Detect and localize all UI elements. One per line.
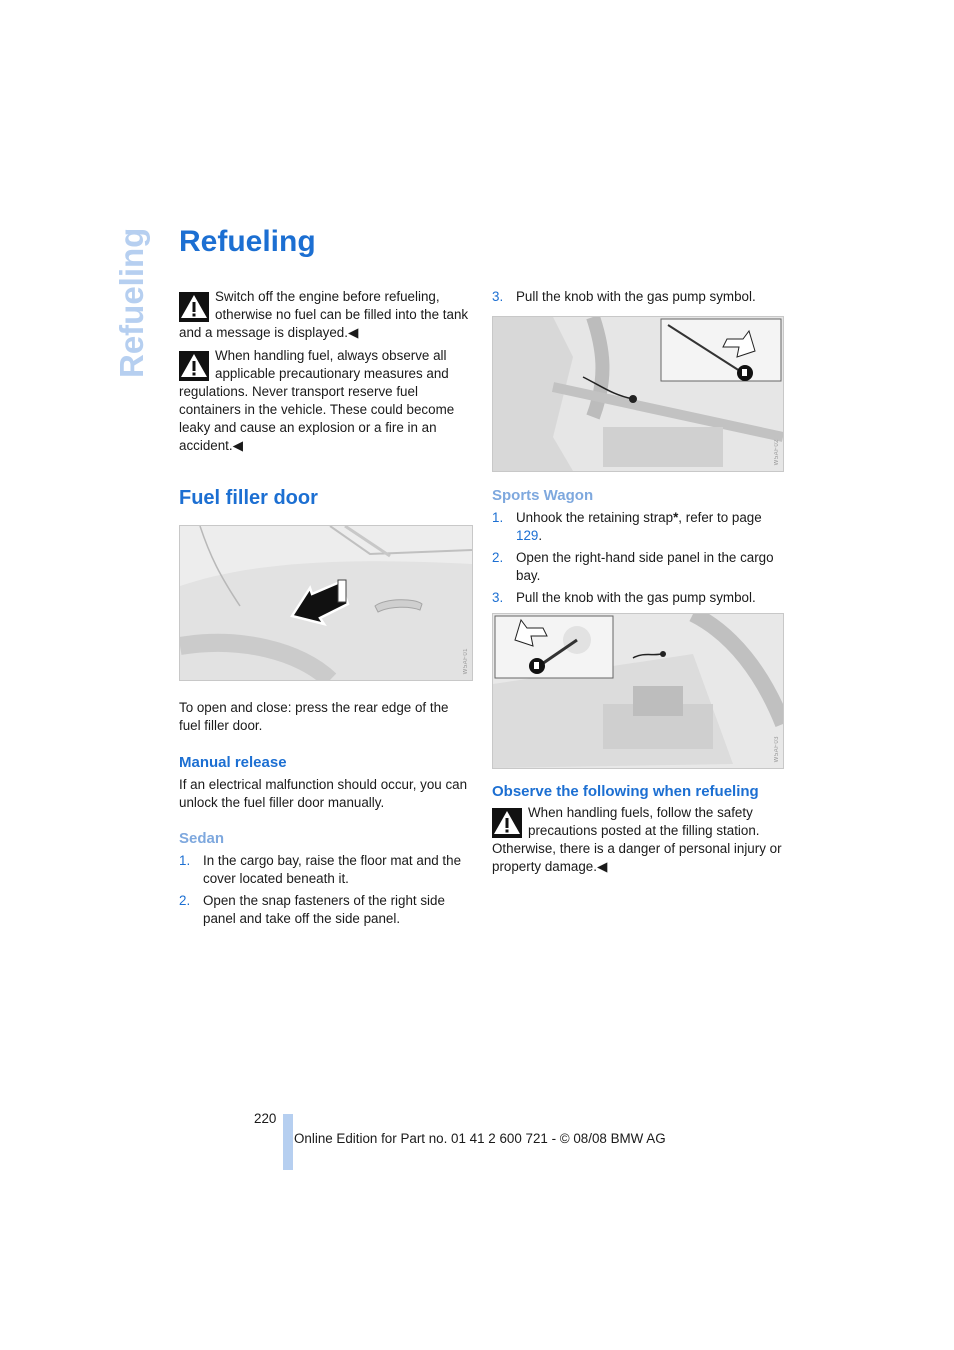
step-text: Open the right-hand side panel in the cargo bay. [516,550,774,583]
step-number: 3. [492,289,504,304]
step-text: Unhook the retaining strap [516,510,674,525]
step-number: 1. [179,853,191,868]
wagon-knob-figure [492,613,784,769]
list-item [492,549,788,585]
end-mark-icon: ◀ [596,859,608,874]
page-title: Refueling [179,225,316,258]
step-text: Pull the knob with the gas pump symbol. [516,289,756,304]
list-item [179,892,473,928]
optional-equipment-star: * [673,510,679,525]
fuel-filler-door-figure [179,525,473,681]
footer-text: Online Edition for Part no. 01 41 2 600 721 - © 08/08 BMW AG [294,1131,666,1146]
warning-icon [179,292,209,322]
list-item [492,589,788,607]
warning-block [179,347,473,455]
step-number: 2. [179,893,191,908]
warning-text: When handling fuels, follow the safety precautions posted at the filling station. Otherwise, there is a danger of personal injury or property damage. [492,805,782,874]
warning-text: Switch off the engine before refueling, otherwise no fuel can be filled into the tank and a message is displayed. [179,289,469,340]
wagon-steps [492,509,788,607]
knob-icon [737,365,753,381]
sedan-steps-continued [492,288,788,306]
step-text: Pull the knob with the gas pump symbol. [516,590,756,605]
step-text-end: . [538,528,543,543]
left-column [179,288,473,932]
step-number: 3. [492,590,504,605]
figure-code: W5AF03 [774,735,780,762]
list-item [492,288,788,306]
fuel-filler-door-heading: Fuel filler door [179,487,318,509]
side-tab-label: Refueling [113,227,150,378]
list-item [179,852,473,888]
figure-code: W5AF02 [774,438,780,465]
wagon-cargo-illustration [493,614,783,768]
figure-code: W5AF01 [463,647,469,674]
observe-heading: Observe the following when refueling [492,783,759,800]
warning-block [179,288,473,342]
warning-icon [179,351,209,381]
end-mark-icon: ◀ [347,325,359,340]
sports-wagon-heading: Sports Wagon [492,487,594,504]
sedan-cargo-illustration [493,317,783,471]
page-number: 220 [254,1111,277,1126]
car-rear-illustration [180,526,472,680]
list-item [492,509,788,545]
end-mark-icon: ◀ [232,438,243,453]
sedan-steps [179,852,473,928]
warning-text: When handling fuel, always observe all applicable precautionary measures and regulations. Never transport reserve fuel containers in the vehicle. These could become leaky and cause an explosion or a fire in an accident. [179,348,455,453]
step-text: Open the snap fasteners of the right side panel and take off the side panel. [203,893,445,926]
sedan-heading: Sedan [179,830,225,847]
footer-accent-bar [283,1114,293,1170]
step-number: 1. [492,510,504,525]
sedan-knob-figure [492,316,784,472]
knob-icon [529,658,545,674]
open-close-text: To open and close: press the rear edge of the fuel filler door. [179,700,449,733]
page-link[interactable]: 129 [516,528,539,543]
right-column [492,288,788,881]
warning-block [492,804,788,876]
manual-release-heading: Manual release [179,754,287,771]
warning-icon [492,808,522,838]
manual-release-text: If an electrical malfunction should occur, you can unlock the fuel filler door manually. [179,777,468,810]
step-text: In the cargo bay, raise the floor mat and the cover located beneath it. [203,853,462,886]
step-number: 2. [492,550,504,565]
step-text-cont: , refer to page [678,510,762,525]
side-tab [108,228,156,378]
